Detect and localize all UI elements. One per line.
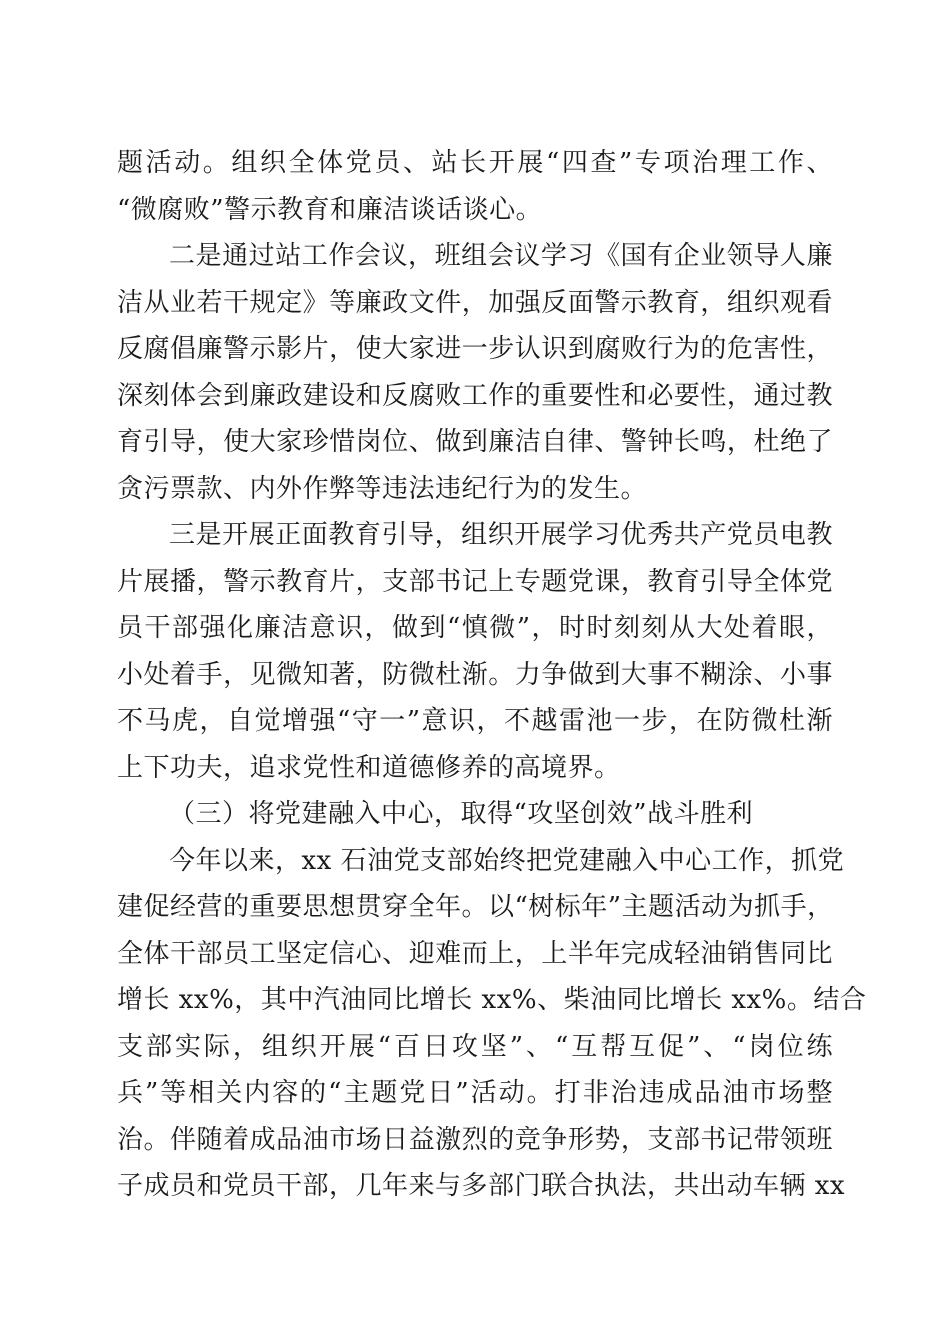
text-line: 支部实际，组织开展“百日攻坚”、“互帮互促”、“岗位练 xyxy=(117,1031,833,1062)
paragraph-start-line: 三是开展正面教育引导，组织开展学习优秀共产党员电教 xyxy=(169,520,833,550)
text-line: 员干部强化廉洁意识，做到“慎微”，时时刻刻从大处着眼， xyxy=(117,613,833,643)
text-line: 洁从业若干规定》等廉政文件，加强反面警示教育，组织观看 xyxy=(117,287,833,318)
text-line: 贪污票款、内外作弊等违法违纪行为的发生。 xyxy=(117,473,648,504)
text-line: 深刻体会到廉政建设和反腐败工作的重要性和必要性，通过教 xyxy=(117,380,833,411)
text-line: 上下功夫，追求党性和道德修养的高境界。 xyxy=(117,752,621,783)
text-line: 片展播，警示教育片，支部书记上专题党课，教育引导全体党 xyxy=(117,566,833,597)
text-line: 全体干部员工坚定信心、迎难而上，上半年完成轻油销售同比 xyxy=(117,938,833,969)
text-line: 兵”等相关内容的“主题党日”活动。打非治违成品油市场整 xyxy=(117,1078,833,1108)
text-line: 育引导，使大家珍惜岗位、做到廉洁自律、警钟长鸣，杜绝了 xyxy=(117,427,833,457)
text-line: 建促经营的重要思想贯穿全年。以“树标年”主题活动为抓手， xyxy=(117,892,834,922)
text-line: 不马虎，自觉增强“守一”意识，不越雷池一步，在防微杜渐 xyxy=(117,706,833,736)
text-line: 子成员和党员干部，几年来与多部门联合执法，共出动车辆 xx xyxy=(117,1171,846,1201)
text-line: “微腐败”警示教育和廉洁谈话谈心。 xyxy=(117,194,543,225)
paragraph-start-line: 二是通过站工作会议，班组会议学习《国有企业领导人廉 xyxy=(169,241,833,271)
text-line: 反腐倡廉警示影片，使大家进一步认识到腐败行为的危害性， xyxy=(117,334,833,364)
text-line: 增长 xx%，其中汽油同比增长 xx%、柴油同比增长 xx%。结合 xyxy=(117,985,867,1015)
paragraph-start-line: 今年以来，xx 石油党支部始终把党建融入中心工作，抓党 xyxy=(169,845,845,876)
text-line: 题活动。组织全体党员、站长开展“四查”专项治理工作、 xyxy=(117,148,833,178)
document-body xyxy=(117,140,867,1210)
text-line: 小处着手，见微知著，防微杜渐。力争做到大事不糊涂、小事 xyxy=(117,659,833,690)
text-line: 治。伴随着成品油市场日益激烈的竞争形势，支部书记带领班 xyxy=(117,1124,833,1155)
section-heading: （三）将党建融入中心，取得“攻坚创效”战斗胜利 xyxy=(169,799,754,829)
